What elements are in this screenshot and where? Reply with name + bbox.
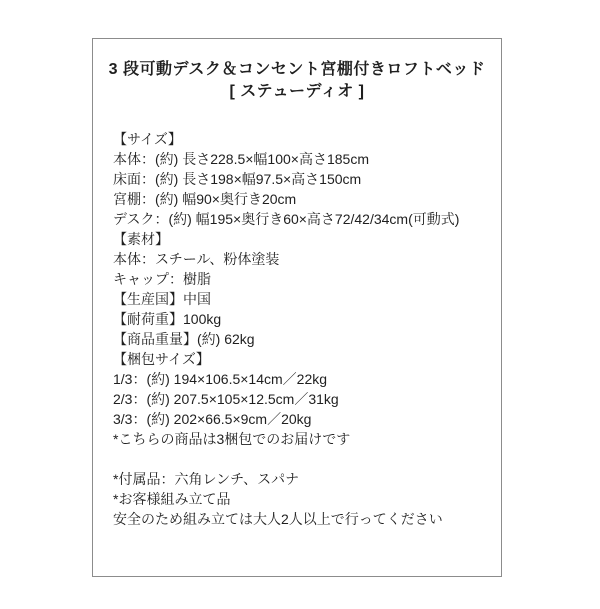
spec-line-body-material: 本体：スチール、粉体塗装 — [113, 251, 280, 267]
spec-section-package-size: 【梱包サイズ】 — [113, 351, 210, 367]
product-spec-card — [92, 38, 502, 577]
spec-list — [113, 129, 489, 449]
spec-line-package-3: 3/3：(約) 202×66.5×9cm／20kg — [113, 411, 312, 427]
product-title — [93, 39, 501, 103]
spec-line-cap-material: キャップ：樹脂 — [113, 271, 211, 287]
notes-list — [113, 469, 489, 529]
spec-line-shelf-size: 宮棚：(約) 幅90×奥行き20cm — [113, 191, 297, 207]
note-line-safety: 安全のため組み立ては大人2人以上で行ってください — [113, 511, 443, 527]
spec-line-load-capacity: 【耐荷重】100kg — [113, 311, 222, 327]
spec-note-package-count: *こちらの商品は3梱包でのお届けです — [113, 431, 351, 447]
spec-line-package-1: 1/3：(約) 194×106.5×14cm／22kg — [113, 371, 328, 387]
spec-line-body-size: 本体：(約) 長さ228.5×幅100×高さ185cm — [113, 151, 369, 167]
spec-line-country: 【生産国】中国 — [113, 291, 211, 307]
spec-line-desk-size: デスク：(約) 幅195×奥行き60×高さ72/42/34cm(可動式) — [113, 211, 460, 227]
spec-section-size: 【サイズ】 — [113, 131, 182, 147]
product-title-line2: [ ステューディオ ] — [229, 83, 365, 100]
note-line-accessories: *付属品：六角レンチ、スパナ — [113, 471, 300, 487]
spec-line-package-2: 2/3：(約) 207.5×105×12.5cm／31kg — [113, 391, 339, 407]
spec-section-material: 【素材】 — [113, 231, 169, 247]
spec-line-product-weight: 【商品重量】(約) 62kg — [113, 331, 255, 347]
note-line-assembly: *お客様組み立て品 — [113, 491, 231, 507]
spec-line-floor-size: 床面：(約) 長さ198×幅97.5×高さ150cm — [113, 171, 362, 187]
product-title-line1: 3 段可動デスク＆コンセント宮棚付きロフトベッド — [108, 61, 486, 78]
